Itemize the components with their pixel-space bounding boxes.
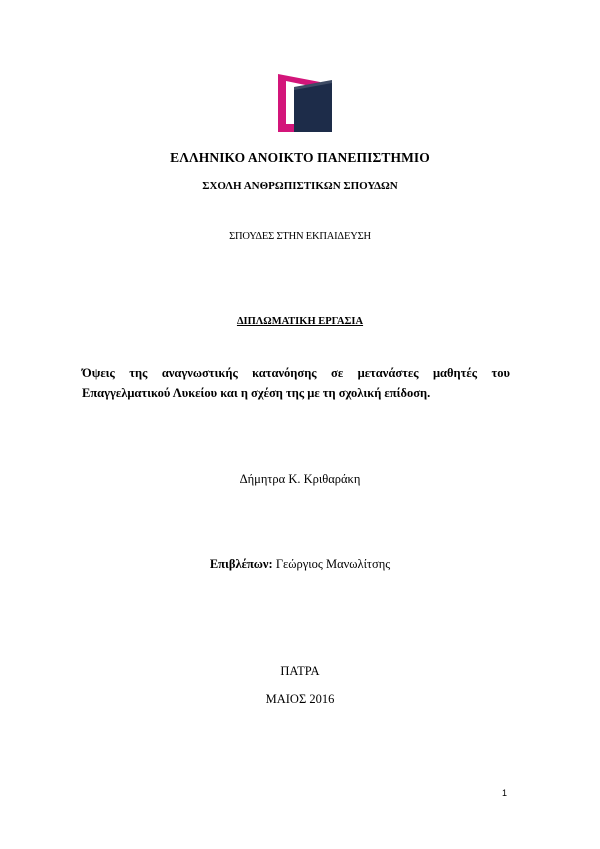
document-type: ΔΙΠΛΩΜΑΤΙΚΗ ΕΡΓΑΣΙΑ — [236, 316, 364, 327]
university-name: ΕΛΛΗΝΙΚΟ ΑΝΟΙΚΤΟ ΠΑΝΕΠΙΣΤΗΜΙΟ — [170, 150, 430, 165]
supervisor-name: Γεώργιος Μανωλίτσης — [275, 557, 391, 571]
page-number: 1 — [502, 788, 508, 798]
author-name: Δήμητρα Κ. Κριθαράκη — [239, 472, 361, 486]
supervisor-line — [0, 557, 600, 572]
school-name: ΣΧΟΛΗ ΑΝΘΡΩΠΙΣΤΙΚΩΝ ΣΠΟΥΔΩΝ — [202, 180, 398, 192]
date: ΜΑΙΟΣ 2016 — [265, 692, 335, 706]
supervisor-label: Επιβλέπων: — [209, 557, 273, 571]
thesis-title: Όψεις της αναγνωστικής κατανόησης σε μετανάστες μαθητές του Επαγγελματικού Λυκείου και η σχέση της με τη σχολική επίδοση. — [82, 366, 510, 400]
university-logo — [278, 74, 332, 132]
city: ΠΑΤΡΑ — [280, 664, 320, 678]
program-name: ΣΠΟΥΔΕΣ ΣΤΗΝ ΕΚΠΑΙΔΕΥΣΗ — [229, 231, 371, 242]
